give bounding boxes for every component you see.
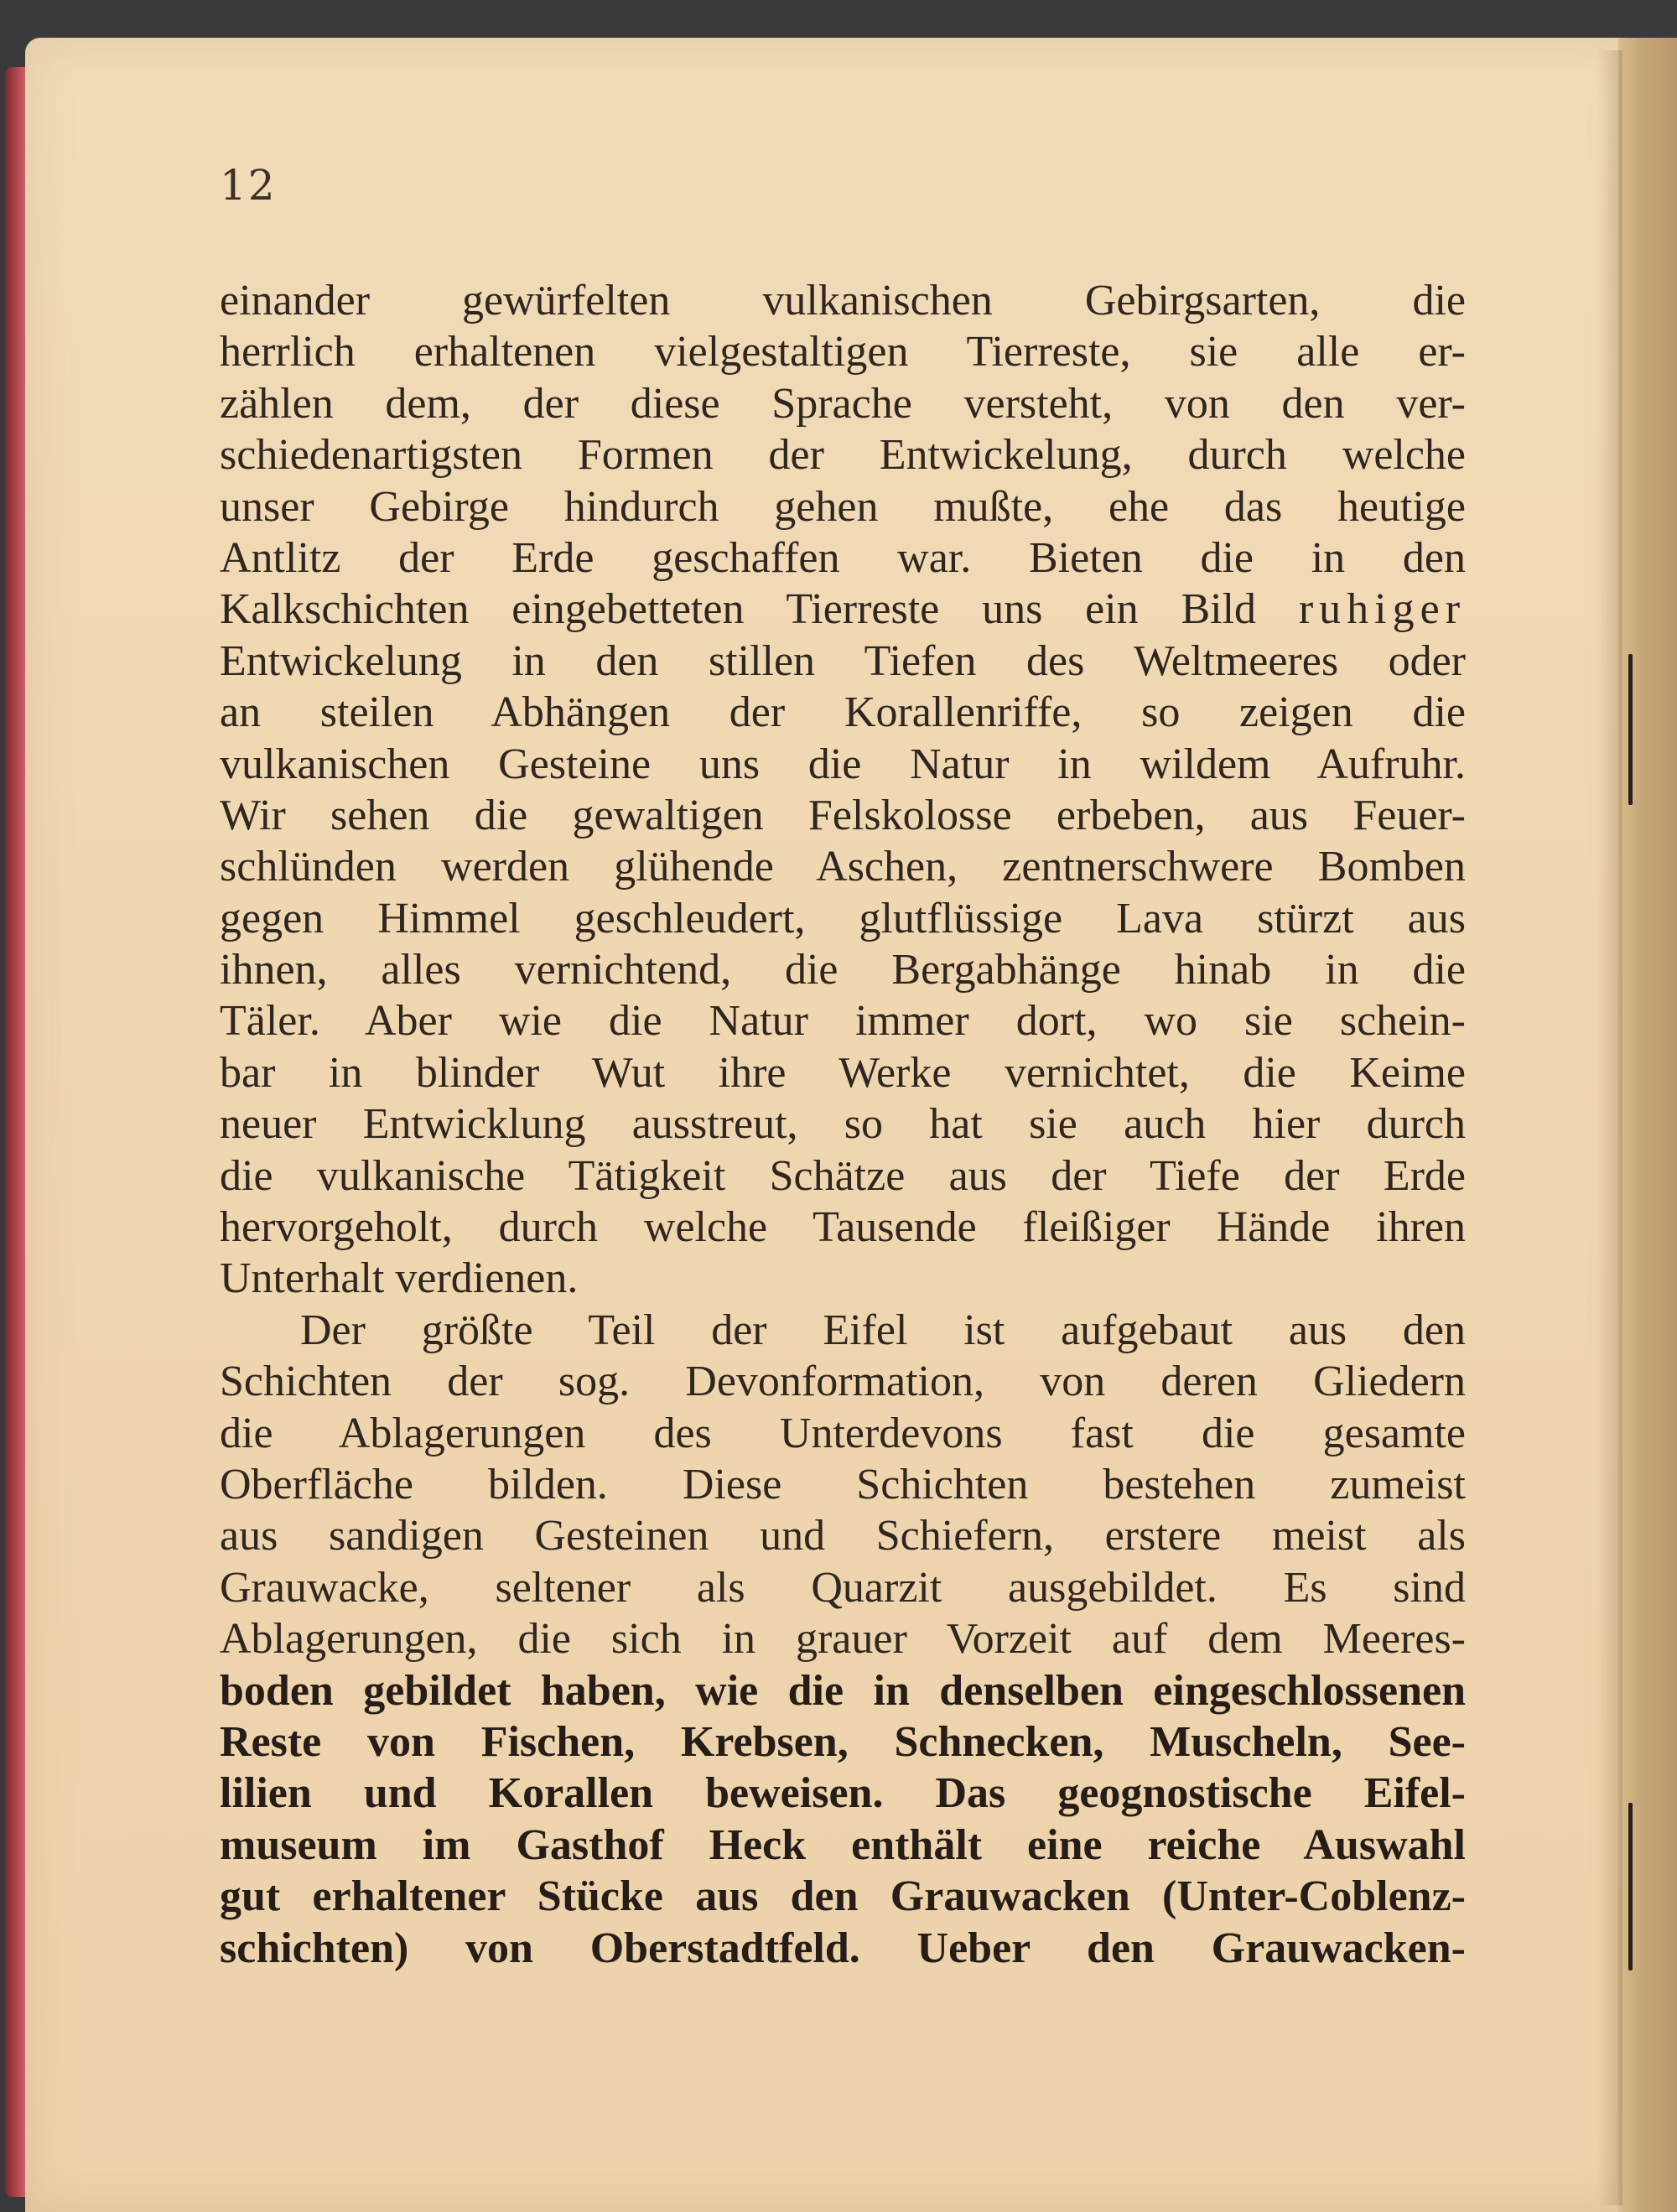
- text-line: die vulkanische Tätigkeit Schätze aus der Tiefe der Erde: [220, 1151, 1466, 1200]
- text-line: Unterhalt verdienen.: [220, 1254, 579, 1303]
- text-line: Reste von Fischen, Krebsen, Schnecken, Muscheln, See-: [220, 1717, 1466, 1766]
- page-number: 12: [220, 161, 277, 210]
- body-text: [220, 275, 1466, 1974]
- text-line: herrlich erhaltenen vielgestaltigen Tierreste, sie alle er-: [220, 328, 1466, 376]
- text-line: unser Gebirge hindurch gehen mußte, ehe das heutige: [220, 482, 1466, 531]
- text-line: gut erhaltener Stücke aus den Grauwacken (Unter-Coblenz-: [220, 1872, 1466, 1921]
- text-line: Entwickelung in den stillen Tiefen des Weltmeeres oder: [220, 636, 1466, 685]
- text-line: Schichten der sog. Devonformation, von deren Gliedern: [220, 1358, 1466, 1406]
- text-line: schiedenartigsten Formen der Entwickelung, durch welche: [220, 431, 1466, 480]
- text-line-segment: Kalkschichten eingebetteten Tierreste uns ein Bild: [220, 585, 1257, 634]
- text-line: [220, 584, 1466, 635]
- text-line: Oberfläche bilden. Diese Schichten bestehen zumeist: [220, 1460, 1466, 1508]
- text-line: Grauwacke, seltener als Quarzit ausgebildet. Es sind: [220, 1563, 1466, 1612]
- page-gutter: [1618, 38, 1677, 2212]
- text-line: bar in blinder Wut ihre Werke vernichtet, die Keime: [220, 1048, 1466, 1097]
- spaced-emphasis: ruhiger: [1298, 585, 1467, 634]
- text-line: Wir sehen die gewaltigen Felskolosse erbeben, aus Feuer-: [220, 791, 1466, 839]
- text-line: Antlitz der Erde geschaffen war. Bieten die in den: [220, 533, 1466, 582]
- text-line: ihnen, alles vernichtend, die Bergabhänge hinab in die: [220, 946, 1466, 994]
- fold-shadow: [1597, 50, 1622, 2205]
- text-line: boden gebildet haben, wie die in denselben eingeschlossenen: [220, 1666, 1466, 1715]
- text-line: schichten) von Oberstadtfeld. Ueber den Grauwacken-: [220, 1924, 1466, 1972]
- text-line: vulkanischen Gesteine uns die Natur in wildem Aufruhr.: [220, 740, 1466, 788]
- text-line: neuer Entwicklung ausstreut, so hat sie auch hier durch: [220, 1100, 1466, 1149]
- text-line: Ablagerungen, die sich in grauer Vorzeit auf dem Meeres-: [220, 1615, 1466, 1664]
- text-line: an steilen Abhängen der Korallenriffe, so zeigen die: [220, 688, 1466, 737]
- binding-thread-lower: [1628, 1803, 1633, 1971]
- text-line: Täler. Aber wie die Natur immer dort, wo sie schein-: [220, 997, 1466, 1046]
- text-line: Der größte Teil der Eifel ist aufgebaut aus den: [300, 1306, 1466, 1354]
- paragraph-1: [220, 275, 1466, 1305]
- text-line: gegen Himmel geschleudert, glutflüssige Lava stürzt aus: [220, 894, 1466, 942]
- paragraph-2: [220, 1305, 1466, 1974]
- text-line: museum im Gasthof Heck enthält eine reiche Auswahl: [220, 1820, 1466, 1869]
- text-line: die Ablagerungen des Unterdevons fast die gesamte: [220, 1409, 1466, 1457]
- text-line: lilien und Korallen beweisen. Das geognostische Eifel-: [220, 1769, 1466, 1818]
- text-line: zählen dem, der diese Sprache versteht, von den ver-: [220, 379, 1466, 428]
- text-line: schlünden werden glühende Aschen, zentnerschwere Bomben: [220, 843, 1466, 891]
- text-line: hervorgeholt, durch welche Tausende fleißiger Hände ihren: [220, 1203, 1466, 1252]
- binding-thread-upper: [1628, 654, 1633, 805]
- text-line: einander gewürfelten vulkanischen Gebirgsarten, die: [220, 277, 1466, 325]
- text-line: aus sandigen Gesteinen und Schiefern, erstere meist als: [220, 1512, 1466, 1560]
